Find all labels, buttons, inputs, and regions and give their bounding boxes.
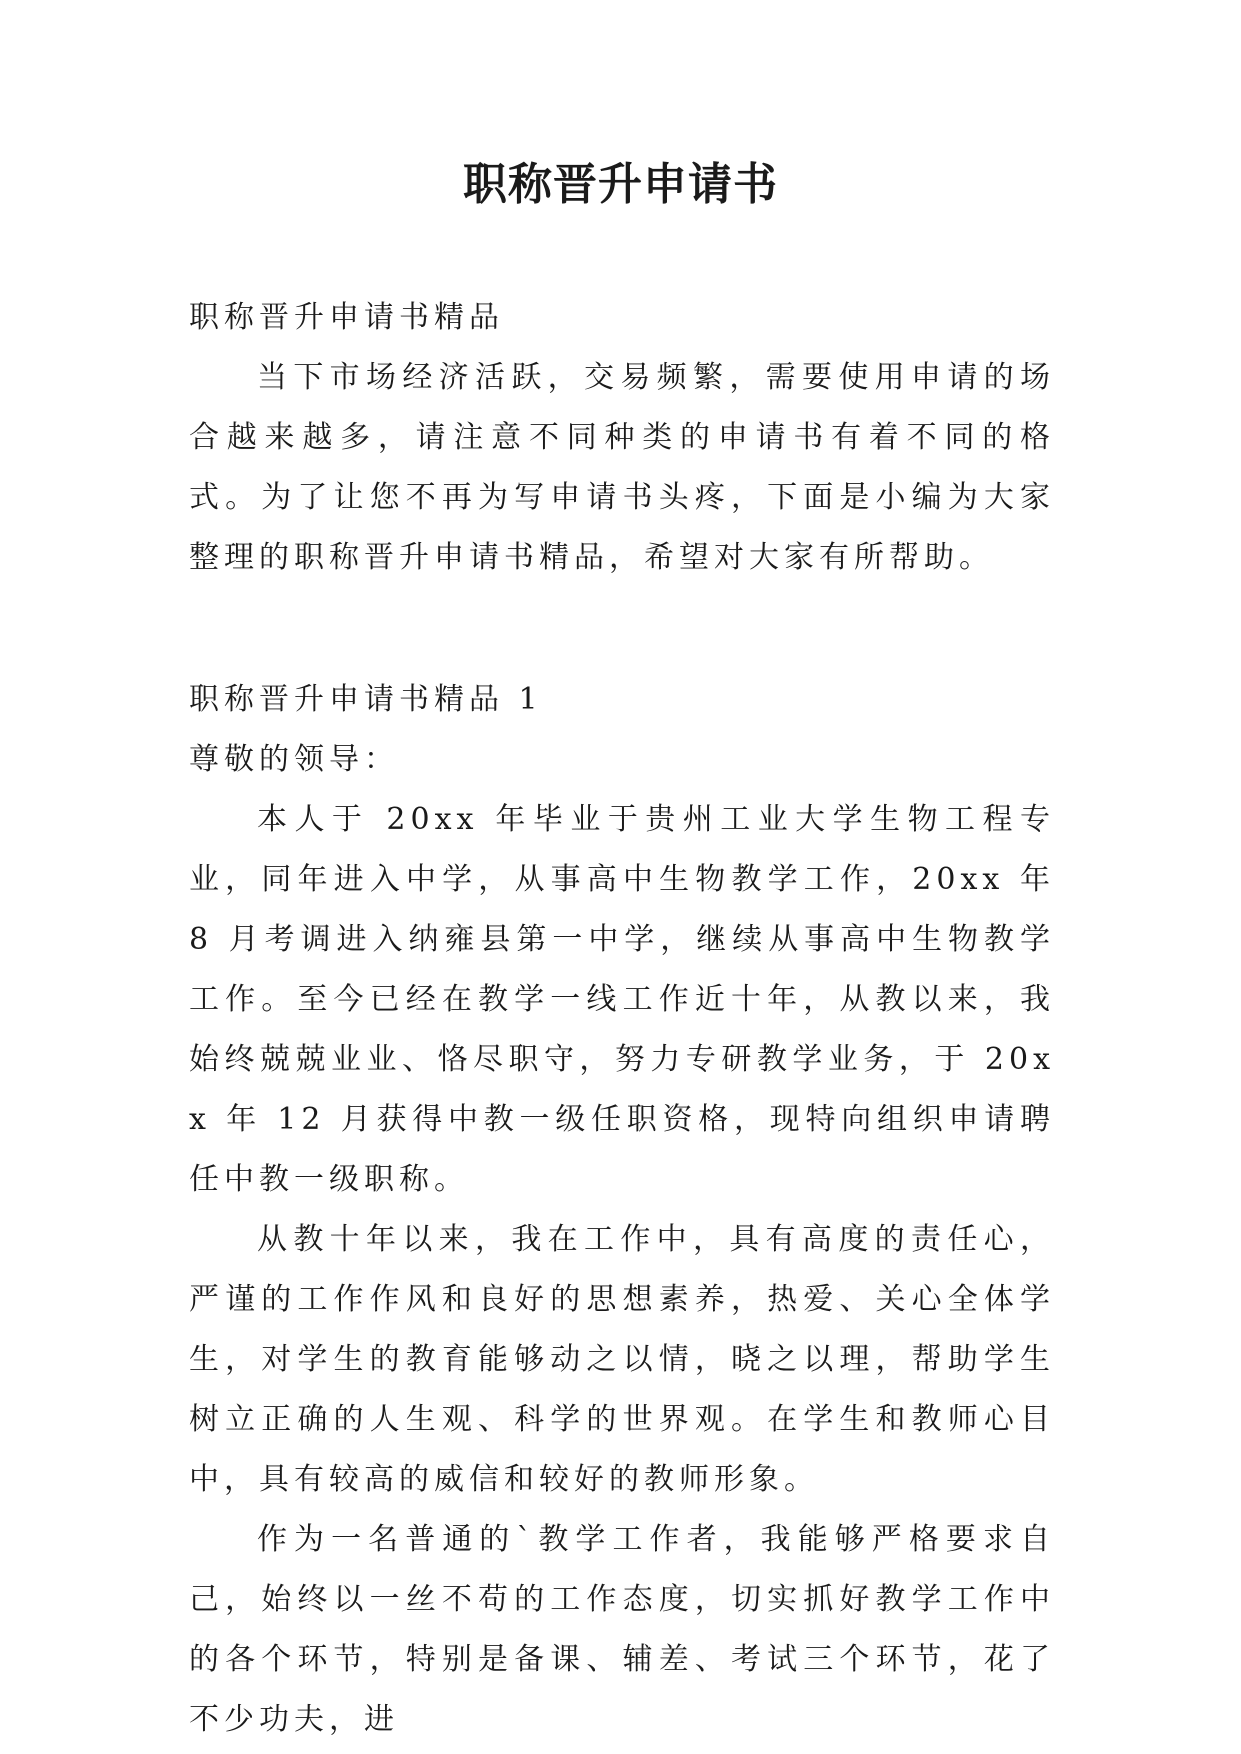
- intro-paragraph: 当下市场经济活跃，交易频繁，需要使用申请的场合越来越多，请注意不同种类的申请书有着不同的格式。为了让您不再为写申请书头疼，下面是小编为大家整理的职称晋升申请书精品，希望对大家有所帮助。: [189, 360, 1055, 575]
- body-paragraph-2: 从教十年以来，我在工作中，具有高度的责任心，严谨的工作作风和良好的思想素养，热爱、关心全体学生，对学生的教育能够动之以情，晓之以理，帮助学生树立正确的人生观、科学的世界观。在学生和教师心目中，具有较高的威信和较好的教师形象。: [189, 1222, 1055, 1497]
- document-subtitle: 职称晋升申请书精品: [189, 300, 504, 335]
- body-paragraph-3: 作为一名普通的`教学工作者，我能够严格要求自己，始终以一丝不苟的工作态度，切实抓好教学工作中的各个环节，特别是备课、辅差、考试三个环节，花了不少功夫，进: [189, 1522, 1055, 1737]
- document-body: [189, 288, 1055, 1750]
- body-paragraph-1: 本人于 20xx 年毕业于贵州工业大学生物工程专业，同年进入中学，从事高中生物教学工作，20xx 年 8 月考调进入纳雍县第一中学，继续从事高中生物教学工作。至今已经在教学一线工作近十年，从教以来，我始终兢兢业业、恪尽职守，努力专研教学业务，于 20xx 年 12 月获得中教一级任职资格，现特向组织申请聘任中教一级职称。: [189, 802, 1055, 1197]
- section-heading: 职称晋升申请书精品 1: [189, 682, 543, 717]
- salutation: 尊敬的领导：: [189, 742, 399, 777]
- document-title: 职称晋升申请书: [463, 159, 778, 210]
- section-spacer: [189, 588, 1055, 670]
